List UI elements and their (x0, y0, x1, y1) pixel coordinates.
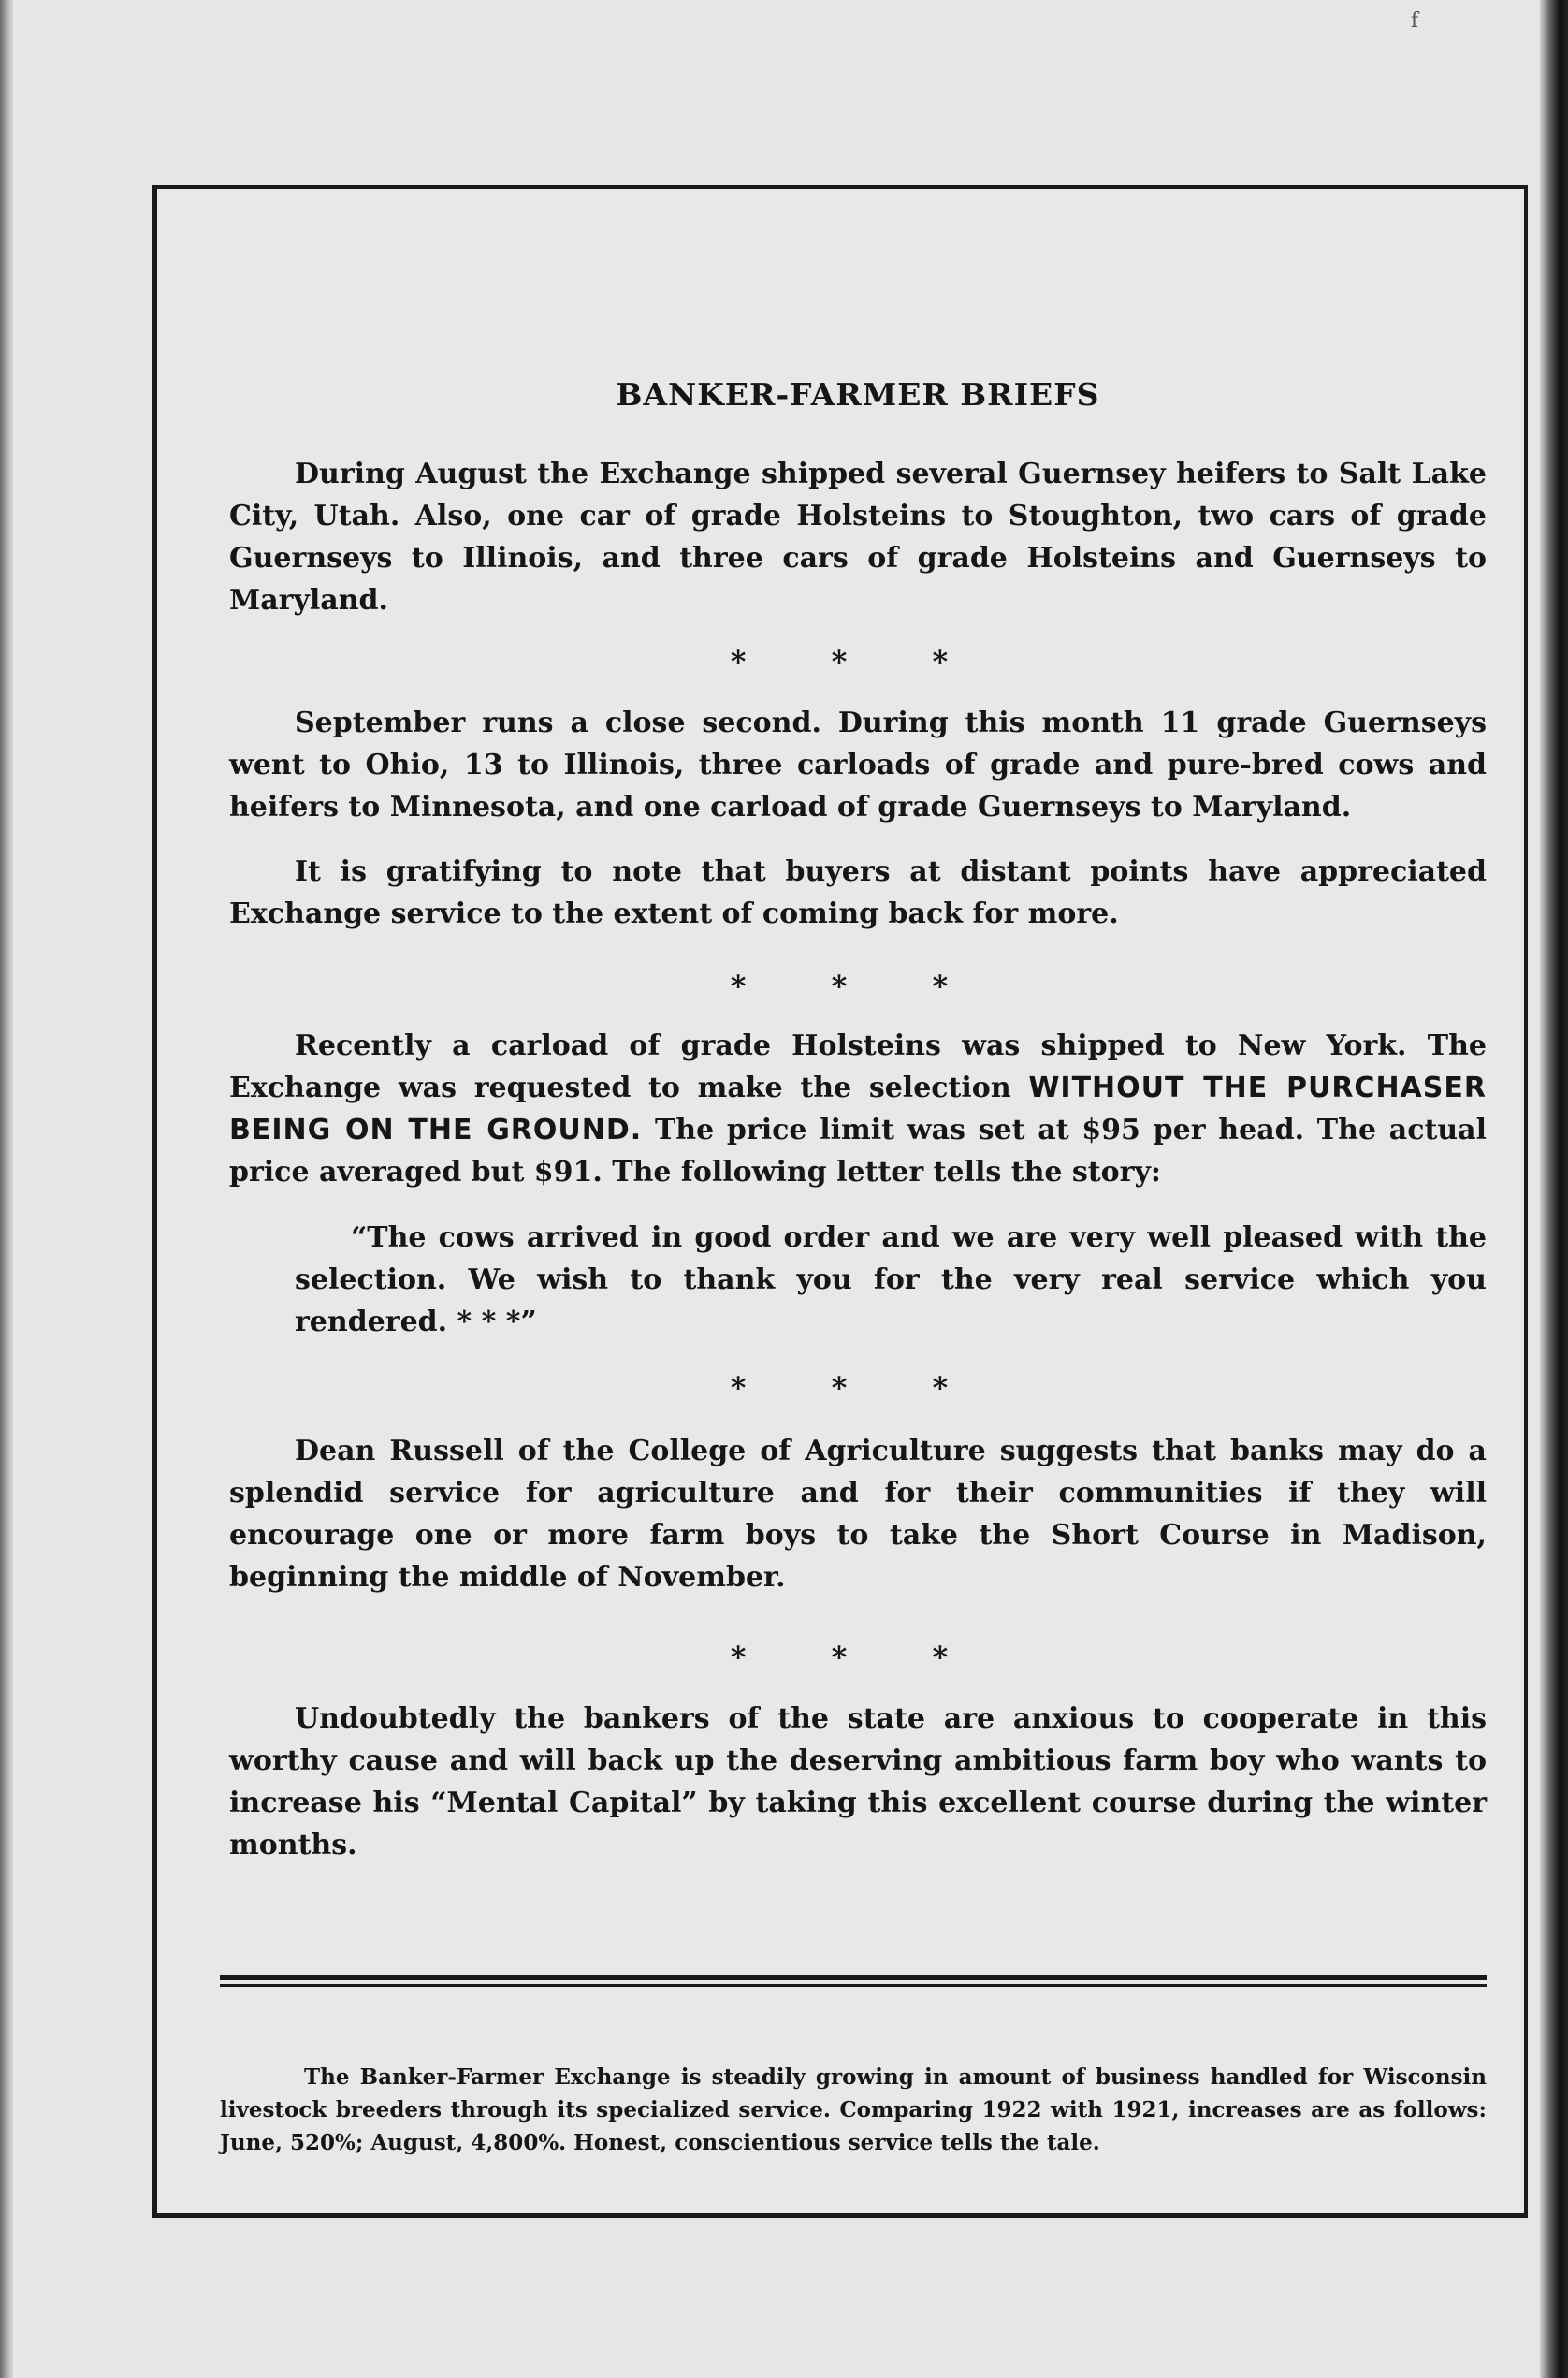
paragraph-bankers-cooperate: Undoubtedly the bankers of the state are anxious to cooperate in this worthy cause and will back up the deserving ambitious farm boy who wants to increase his “Mental Capital” by taking this excellent course during the winter months. (229, 1702, 1487, 1861)
separator-stars: * * * (730, 1370, 986, 1406)
paragraph-repeat-buyers: It is gratifying to note that buyers at distant points have appreciated Exchange service to the extent of coming back for more. (229, 855, 1487, 930)
page-right-edge (1540, 0, 1568, 2378)
divider-rule (220, 1984, 1487, 1987)
paragraph-new-york-carload (229, 1025, 1487, 1193)
separator-stars: * * * (730, 644, 986, 679)
paragraph-text: Recently a carload of grade Holsteins was shipped to New York. The Exchange was requested to make the selection (229, 1029, 1487, 1104)
article-title: BANKER-FARMER BRIEFS (616, 376, 1100, 413)
paragraph-shipments-august: During August the Exchange shipped several Guernsey heifers to Salt Lake City, Utah. Also, one car of grade Holsteins to Stoughton, two cars of grade Guernseys to Illinois, and three cars of grade Holsteins and Guernseys to Maryland. (229, 458, 1487, 617)
footer-note: The Banker-Farmer Exchange is steadily growing in amount of business handled for Wisconsin livestock breeders through its specialized service. Comparing 1922 with 1921, increases are as follows: June, 520%; August, 4,800%. Honest, conscientious service tells the tale. (220, 2064, 1487, 2155)
page-left-edge (0, 0, 13, 2378)
emphasis-text: WITHOUT THE PURCHASER BEING ON THE GROUND. (229, 1072, 1487, 1146)
separator-stars: * * * (730, 969, 986, 1004)
separator-stars: * * * (730, 1640, 986, 1675)
quoted-letter: “The cows arrived in good order and we are very well pleased with the selection. We wish to thank you for the very real service which you rendered. * * *” (295, 1221, 1487, 1338)
article-frame (152, 185, 1528, 2218)
paragraph-text: The price limit was set at $95 per head. The actual price averaged but $91. The following letter tells the story: (229, 1114, 1487, 1189)
paragraph-shipments-september: September runs a close second. During this month 11 grade Guernseys went to Ohio, 13 to Illinois, three carloads of grade and pure-bred cows and heifers to Minnesota, and one carload of grade Guernseys to Maryland. (229, 707, 1487, 824)
divider-rule (220, 1975, 1487, 1980)
paragraph-short-course: Dean Russell of the College of Agriculture suggests that banks may do a splendid service for agriculture and for their communities if they will encourage one or more farm boys to take the Short Course in Madison, beginning the middle of November. (229, 1435, 1487, 1594)
page-mark: f (1410, 9, 1418, 33)
